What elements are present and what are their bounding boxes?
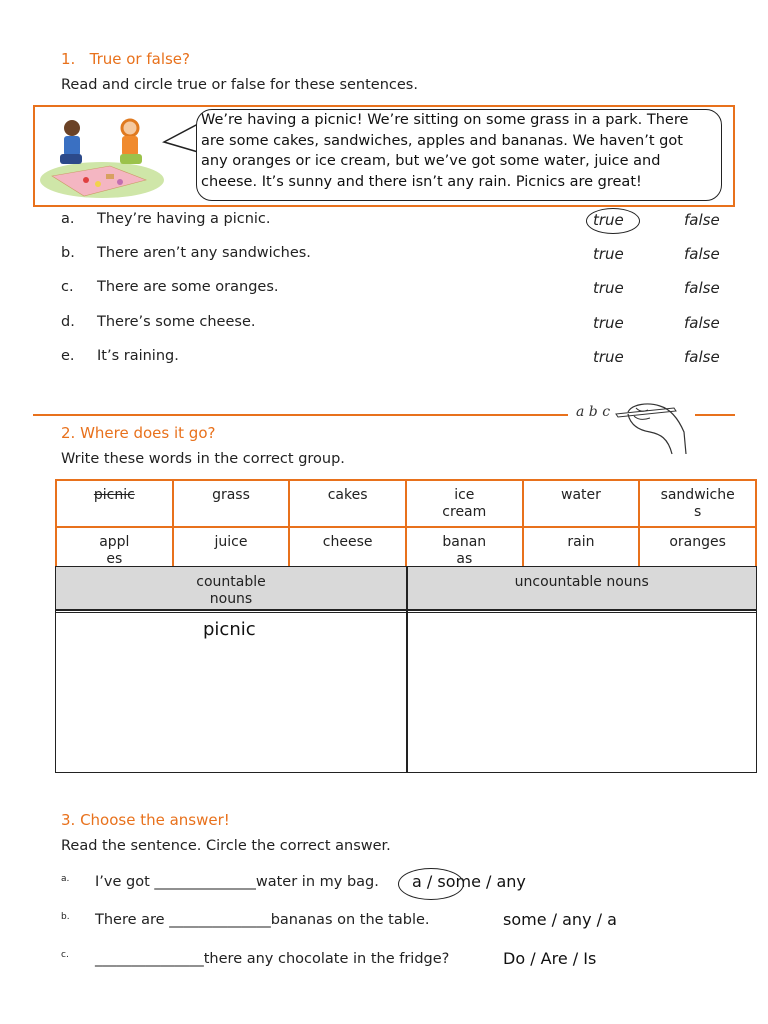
false-option[interactable]: false (684, 279, 720, 297)
word-cell: grass (173, 480, 290, 527)
tf-letter: e. (61, 348, 75, 364)
choice-letter: c. (61, 950, 69, 960)
section3-instruction: Read the sentence. Circle the correct answer. (61, 838, 391, 854)
word-cell: oranges (639, 527, 756, 574)
section1-instruction: Read and circle true or false for these sentences. (61, 77, 418, 93)
tf-letter: b. (61, 245, 75, 261)
false-option[interactable]: false (684, 314, 720, 332)
word-cell: bananas (406, 527, 523, 574)
sentence-start: There are (95, 912, 170, 928)
cake-shape (117, 179, 123, 185)
word-cell: apples (56, 527, 173, 574)
girl-legs (120, 154, 142, 164)
answer-options[interactable]: Do / Are / Is (503, 949, 597, 968)
false-option[interactable]: false (684, 348, 720, 366)
word-picnic: picnic (93, 487, 135, 503)
apple-shape (83, 177, 89, 183)
tf-letter: a. (61, 211, 75, 227)
column-divider (406, 567, 408, 772)
bubble-tail (160, 120, 200, 160)
word-cell: ice cream (406, 480, 523, 527)
true-option[interactable]: true (593, 211, 624, 229)
choice-letter: b. (61, 912, 70, 922)
noun-groups-table (55, 566, 757, 773)
story-line: cheese. It’s sunny and there isn’t any rain. Picnics are great! (201, 173, 642, 190)
true-option[interactable]: true (593, 245, 624, 263)
girl-body (122, 136, 138, 156)
answer-blank[interactable]: ______________ (154, 874, 256, 890)
word-cell: sandwiches (639, 480, 756, 527)
false-option[interactable]: false (684, 245, 720, 263)
section2-instruction: Write these words in the correct group. (61, 451, 345, 467)
answer-blank[interactable]: ______________ (169, 912, 271, 928)
choice-sentence (95, 912, 430, 928)
girl-head (122, 120, 138, 136)
writing-hand-icon (614, 398, 692, 456)
countable-answer-area[interactable] (58, 629, 404, 767)
section2-title: 2. Where does it go? (61, 424, 216, 442)
answer-options[interactable]: a / some / any (412, 872, 526, 891)
true-option[interactable]: true (593, 314, 624, 332)
answer-circle (398, 868, 464, 900)
uncountable-header: uncountable nouns (408, 567, 757, 609)
sentence-end: there any chocolate in the fridge? (203, 951, 450, 967)
word-cell (56, 480, 173, 527)
section-divider (695, 414, 735, 416)
section-divider (33, 414, 568, 416)
handwriting-text: a b c (576, 404, 611, 420)
countable-header: countable nouns (56, 567, 406, 609)
choice-letter: a. (61, 874, 70, 884)
sentence-end: water in my bag. (255, 874, 379, 890)
banana-shape (95, 181, 101, 187)
word-cell: juice (173, 527, 290, 574)
story-text (201, 110, 721, 192)
choice-sentence (95, 951, 449, 967)
sentence-start: I’ve got (95, 874, 155, 890)
tf-letter: c. (61, 279, 74, 295)
word-cell: cheese (289, 527, 406, 574)
word-cell: water (523, 480, 640, 527)
tf-letter: d. (61, 314, 75, 330)
story-line: are some cakes, sandwiches, apples and bananas. We haven’t got (201, 132, 683, 149)
boy-body (64, 136, 80, 156)
example-answer: picnic (203, 619, 256, 640)
answer-circle (586, 208, 640, 234)
answer-blank[interactable]: _______________ (95, 951, 204, 967)
sentence-end: bananas on the table. (270, 912, 430, 928)
tf-sentence: It’s raining. (97, 348, 179, 364)
tf-sentence: There’s some cheese. (97, 314, 256, 330)
boy-legs (60, 154, 82, 164)
section3-title: 3. Choose the answer! (61, 811, 230, 829)
uncountable-answer-area[interactable] (410, 615, 754, 767)
true-option[interactable]: true (593, 348, 624, 366)
tf-sentence: There aren’t any sandwiches. (97, 245, 311, 261)
tf-sentence: There are some oranges. (97, 279, 279, 295)
answer-options[interactable]: some / any / a (503, 910, 617, 929)
story-line: any oranges or ice cream, but we’ve got some water, juice and (201, 153, 661, 169)
tf-sentence: They’re having a picnic. (97, 211, 271, 227)
story-line: We’re having a picnic! We’re sitting on some grass in a park. There (201, 112, 689, 128)
choice-sentence (95, 874, 379, 890)
word-bank-table (55, 479, 757, 575)
true-option[interactable]: true (593, 279, 624, 297)
false-option[interactable]: false (684, 211, 720, 229)
boy-head (64, 120, 80, 136)
word-cell: cakes (289, 480, 406, 527)
sandwich-shape (106, 174, 114, 179)
section1-title: 1. True or false? (61, 50, 191, 68)
word-cell: rain (523, 527, 640, 574)
picnic-illustration (38, 110, 166, 202)
